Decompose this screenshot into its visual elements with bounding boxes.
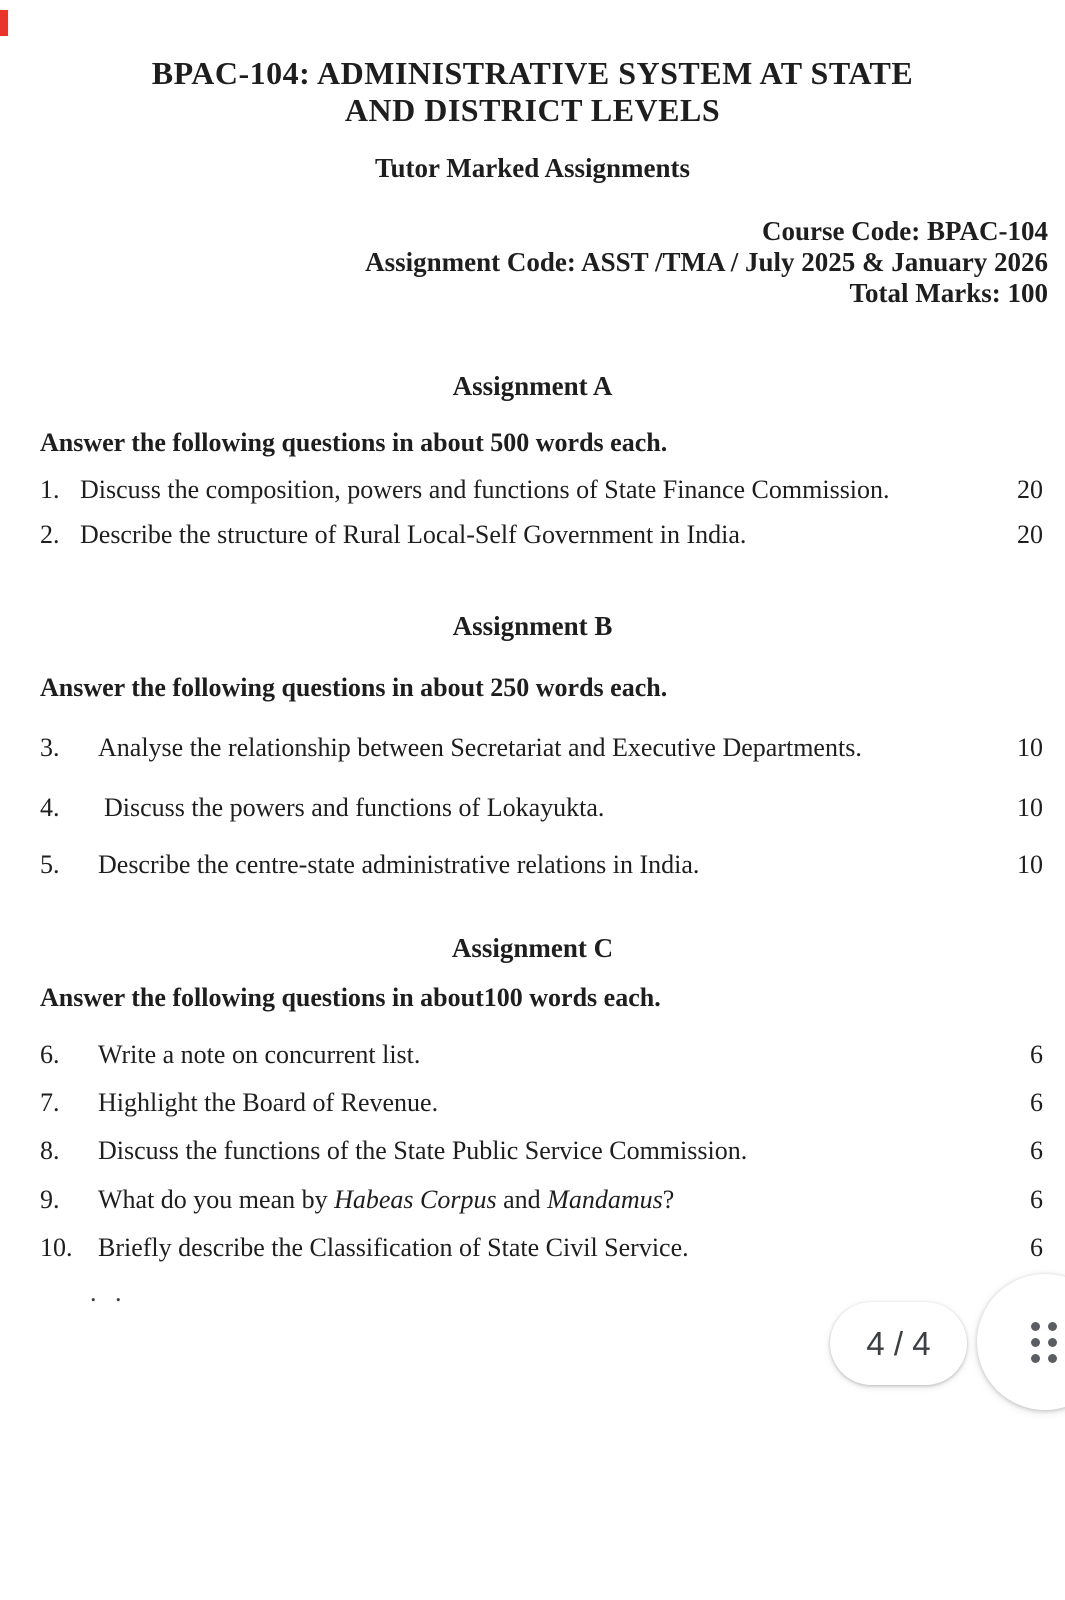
question-number: 10. <box>40 1233 73 1262</box>
page-title-line1: BPAC-104: ADMINISTRATIVE SYSTEM AT STATE <box>151 55 914 91</box>
question-text: Describe the structure of Rural Local-Self Government in India. <box>80 520 747 549</box>
course-meta-block <box>0 216 1048 309</box>
question-text: Discuss the functions of the State Public Service Commission. <box>98 1136 748 1165</box>
question-text: Discuss the powers and functions of Lokayukta. <box>104 793 605 822</box>
question-number: 6. <box>40 1040 60 1069</box>
question-number: 9. <box>40 1185 60 1214</box>
section-heading-c: Assignment C <box>451 933 614 963</box>
question-marks: 6 <box>1030 1088 1043 1117</box>
question-number: 1. <box>40 475 60 504</box>
question-text: Analyse the relationship between Secretariat and Executive Departments. <box>98 733 862 762</box>
document-subtitle: Tutor Marked Assignments <box>374 153 691 183</box>
question-row <box>40 850 1043 880</box>
question-number: 8. <box>40 1136 60 1165</box>
page-title <box>0 55 1065 129</box>
red-edge-strip <box>0 10 8 36</box>
question-marks: 6 <box>1030 1040 1043 1069</box>
question-row <box>40 520 1043 550</box>
question-number: 2. <box>40 520 60 549</box>
six-dot-grid-icon <box>1031 1322 1057 1363</box>
question-row <box>40 1136 1043 1166</box>
question-text: Describe the centre-state administrative relations in India. <box>98 850 700 879</box>
section-instruction-c: Answer the following questions in about100 words each. <box>40 983 661 1012</box>
question-marks: 6 <box>1030 1233 1043 1262</box>
question-text: Discuss the composition, powers and functions of State Finance Commission. <box>80 475 890 504</box>
section-heading-a: Assignment A <box>452 371 613 401</box>
question-number: 4. <box>40 793 60 822</box>
question-text: Write a note on concurrent list. <box>98 1040 421 1069</box>
total-marks-line: Total Marks: 100 <box>849 278 1048 308</box>
page-indicator-pill <box>830 1302 967 1385</box>
course-code-line: Course Code: BPAC-104 <box>762 216 1048 246</box>
question-number: 3. <box>40 733 60 762</box>
page-indicator-label: 4 / 4 <box>866 1324 931 1362</box>
question-number: 7. <box>40 1088 60 1117</box>
question-marks: 6 <box>1030 1185 1043 1214</box>
question-row <box>40 793 1043 823</box>
question-marks: 20 <box>1017 475 1043 504</box>
question-row <box>40 475 1043 505</box>
page-title-line2: AND DISTRICT LEVELS <box>344 92 721 128</box>
question-row <box>40 1088 1043 1118</box>
question-marks: 10 <box>1017 733 1043 762</box>
question-row <box>40 1233 1043 1263</box>
question-marks: 20 <box>1017 520 1043 549</box>
question-marks: 10 <box>1017 850 1043 879</box>
section-heading-b: Assignment B <box>452 611 613 641</box>
question-text: What do you mean by Habeas Corpus and Mandamus? <box>98 1185 675 1214</box>
menu-fab-button[interactable] <box>977 1274 1065 1410</box>
question-text: Highlight the Board of Revenue. <box>98 1088 439 1117</box>
section-instruction-b: Answer the following questions in about 250 words each. <box>40 673 668 702</box>
assignment-code-line: Assignment Code: ASST /TMA / July 2025 & January 2026 <box>365 247 1048 277</box>
question-row <box>40 1185 1043 1215</box>
question-number: 5. <box>40 850 60 879</box>
question-marks: 10 <box>1017 793 1043 822</box>
stray-scan-marks: . . <box>90 1278 128 1307</box>
question-row <box>40 733 1043 763</box>
question-text: Briefly describe the Classification of State Civil Service. <box>98 1233 689 1262</box>
question-row <box>40 1040 1043 1070</box>
question-marks: 6 <box>1030 1136 1043 1165</box>
section-instruction-a: Answer the following questions in about 500 words each. <box>40 428 668 457</box>
